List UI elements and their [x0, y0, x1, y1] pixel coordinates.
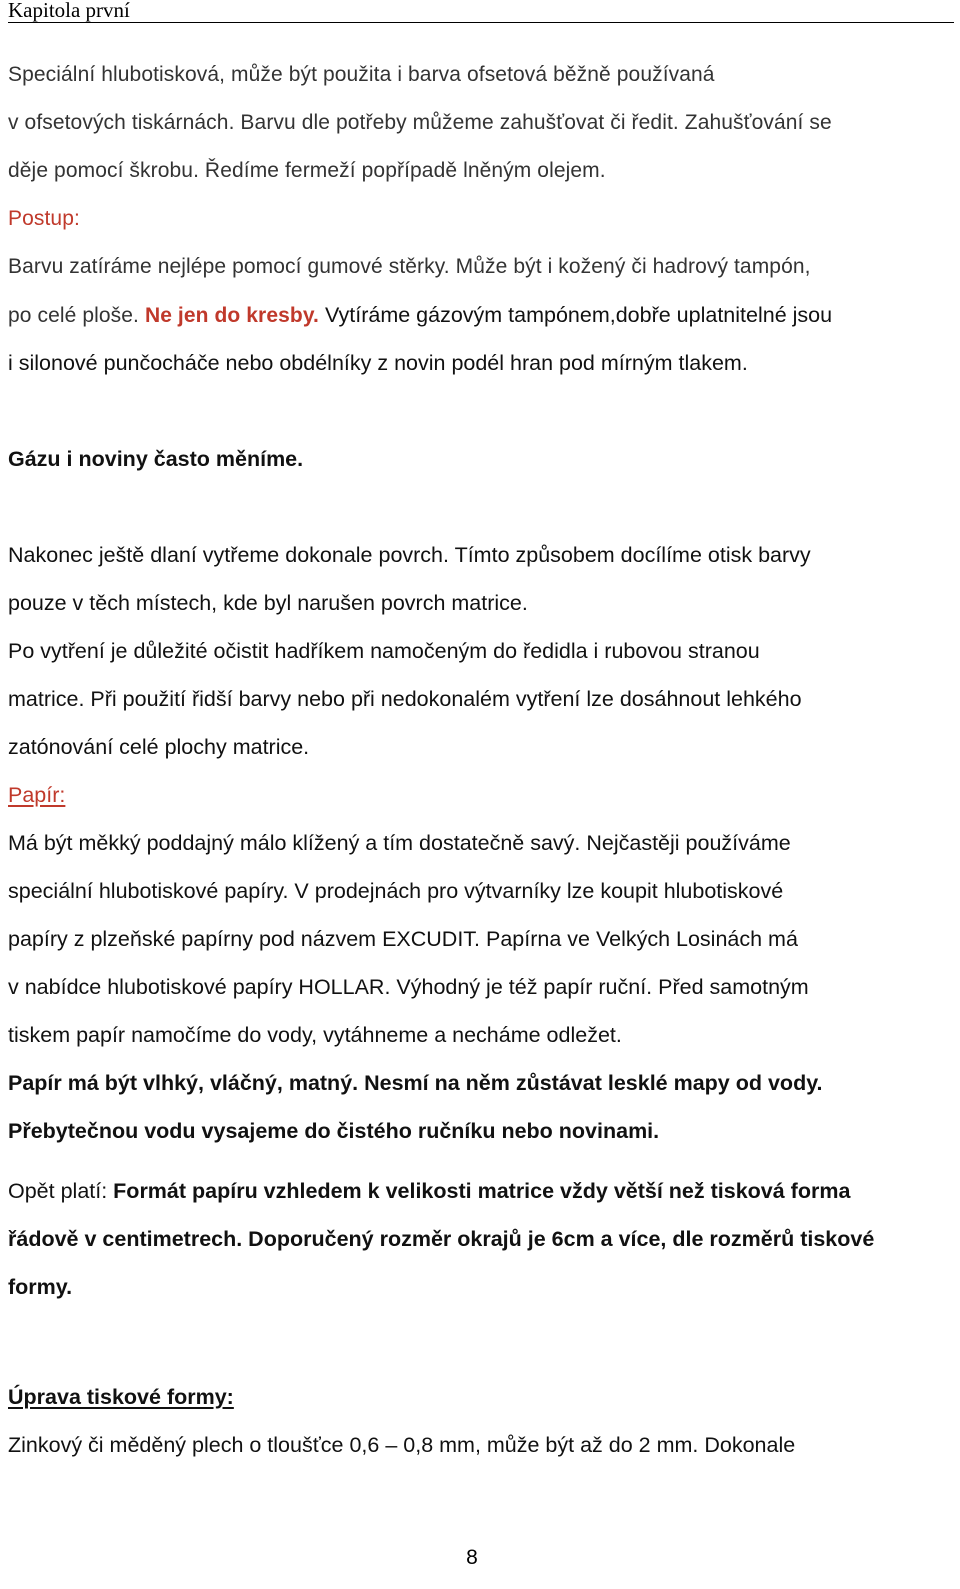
text-line-24: formy.	[8, 1275, 73, 1299]
text-line-22	[8, 1178, 850, 1205]
heading-postup: Postup:	[8, 207, 80, 230]
text-line-23: řádově v centimetrech. Doporučený rozměr okrajů je 6cm a více, dle rozměrů tiskové	[8, 1227, 875, 1251]
text-line-19: tiskem papír namočíme do vody, vytáhneme a necháme odležet.	[8, 1023, 622, 1047]
text-line-5: Barvu zatíráme nejlépe pomocí gumové stěrky. Může být i kožený či hadrový tampón,	[8, 255, 811, 278]
text-line-6	[8, 302, 832, 329]
text-line-6-part-c: Vytíráme gázovým tampónem,dobře uplatnitelné jsou	[318, 303, 833, 327]
text-line-bold-prebytecnou: Přebytečnou vodu vysajeme do čistého ručníku nebo novinami.	[8, 1119, 660, 1143]
text-line-6-part-a: po celé ploše.	[8, 304, 145, 327]
text-line-16: speciální hlubotiskové papíry. V prodejnách pro výtvarníky lze koupit hlubotiskové	[8, 879, 784, 903]
text-line-6-emphasis: Ne jen do kresby.	[144, 304, 319, 327]
text-line-9: Nakonec ještě dlaní vytřeme dokonale povrch. Tímto způsobem docílíme otisk barvy	[8, 543, 811, 567]
running-header	[8, 0, 954, 23]
text-line-15: Má být měkký poddajný málo klížený a tím dostatečně savý. Nejčastěji používáme	[8, 831, 791, 855]
text-line-17: papíry z plzeňské papírny pod názvem EXCUDIT. Papírna ve Velkých Losinách má	[8, 927, 798, 951]
text-line-bold-papir: Papír má být vlhký, vláčný, matný. Nesmí na něm zůstávat lesklé mapy od vody.	[8, 1071, 823, 1095]
text-line-12: matrice. Při použití řidší barvy nebo při nedokonalém vytření lze dosáhnout lehkého	[8, 687, 802, 711]
text-line-26: Zinkový či měděný plech o tloušťce 0,6 – 0,8 mm, může být až do 2 mm. Dokonale	[8, 1433, 796, 1457]
text-line-10: pouze v těch místech, kde byl narušen povrch matrice.	[8, 591, 528, 615]
page-number: 8	[466, 1546, 478, 1569]
heading-papir: Papír:	[8, 783, 66, 807]
heading-uprava: Úprava tiskové formy:	[8, 1385, 234, 1409]
text-line-3: děje pomocí škrobu. Ředíme fermeží popřípadě lněným olejem.	[8, 159, 606, 182]
text-line-2: v ofsetových tiskárnách. Barvu dle potřeby můžeme zahušťovat či ředit. Zahušťování se	[8, 111, 832, 134]
text-line-13: zatónování celé plochy matrice.	[8, 735, 310, 759]
text-line-22-lead: Opět platí:	[8, 1179, 114, 1203]
text-line-7: i silonové punčocháče nebo obdélníky z novin podél hran pod mírným tlakem.	[8, 351, 748, 375]
text-line-11: Po vytření je důležité očistit hadříkem namočeným do ředidla i rubovou stranou	[8, 639, 760, 663]
chapter-title: Kapitola první	[8, 0, 130, 22]
text-line-bold-gazu: Gázu i noviny často měníme.	[8, 447, 304, 471]
text-line-18: v nabídce hlubotiskové papíry HOLLAR. Výhodný je též papír ruční. Před samotným	[8, 975, 809, 999]
text-line-22-bold: Formát papíru vzhledem k velikosti matrice vždy větší než tisková forma	[113, 1179, 851, 1203]
text-line-1: Speciální hlubotisková, může být použita i barva ofsetová běžně používaná	[8, 63, 715, 86]
